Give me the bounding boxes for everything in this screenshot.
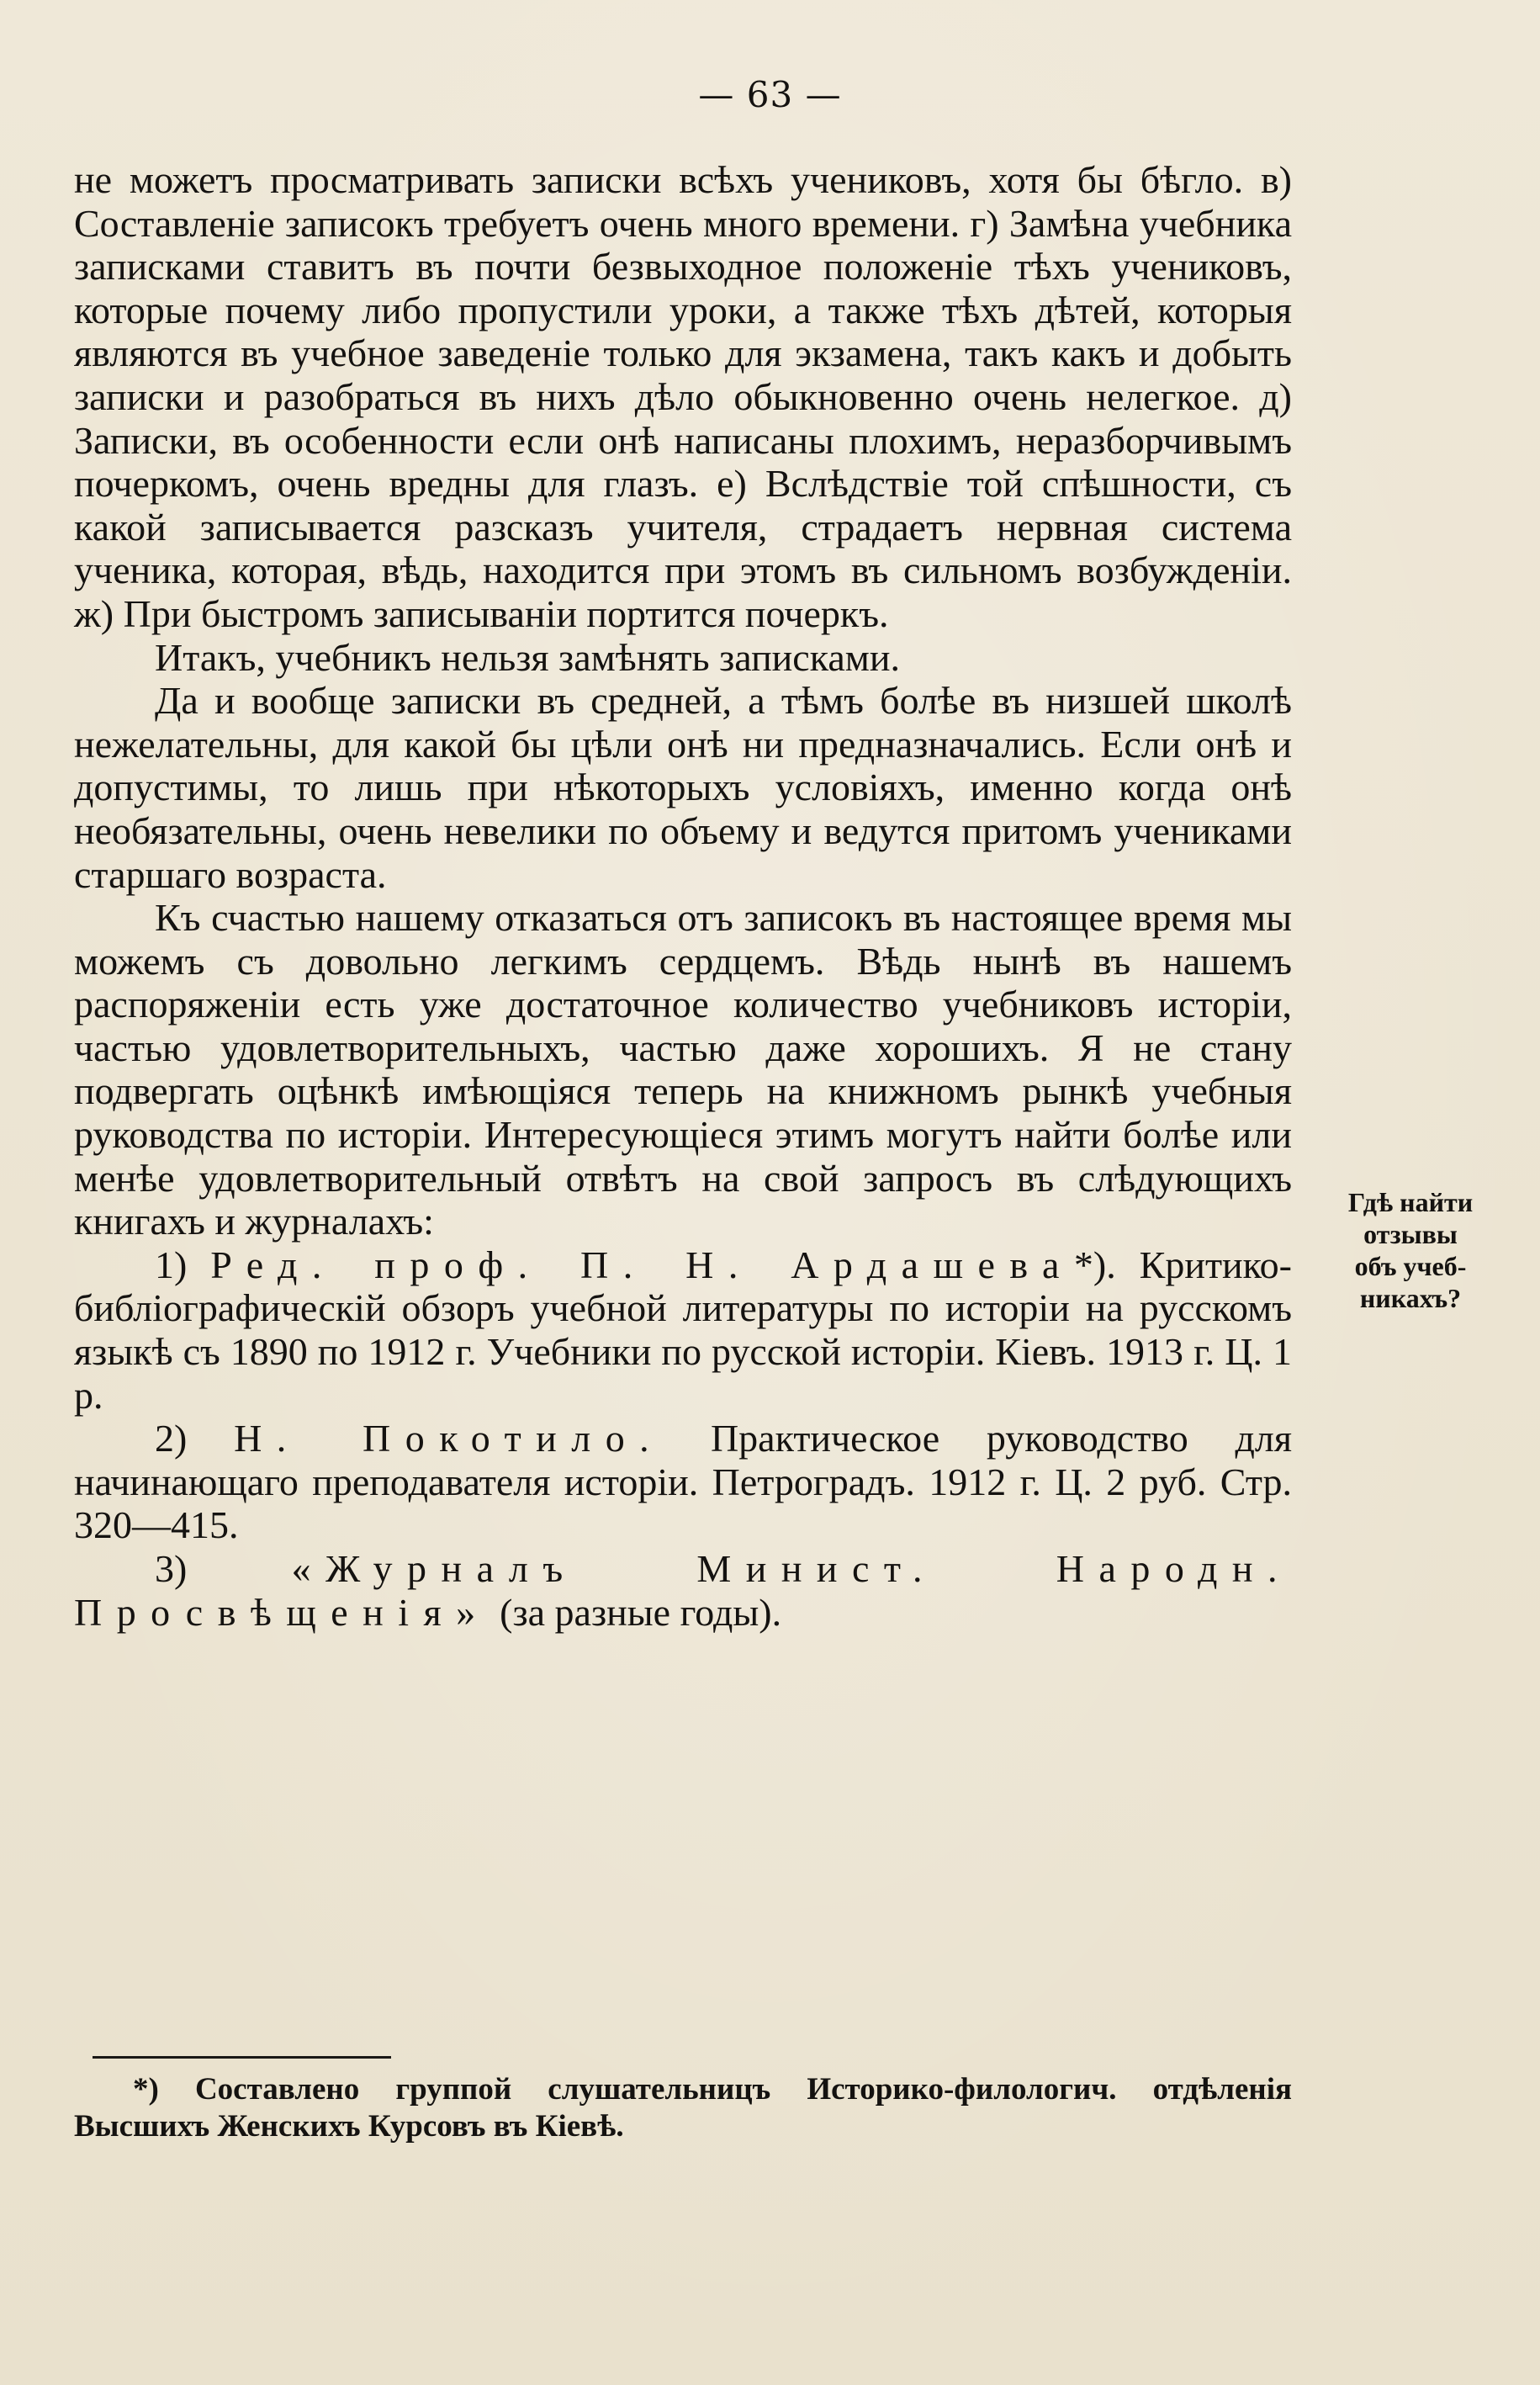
footnote-divider bbox=[93, 2056, 391, 2059]
reference-item-2 bbox=[74, 1417, 1292, 1547]
reference-text: (за разные годы). bbox=[490, 1590, 782, 1634]
page-number: — 63 — bbox=[698, 74, 842, 115]
paragraph: Къ счастью нашему отказаться отъ записокъ въ настоящее время мы можемъ съ довольно легкимъ сердцемъ. Вѣдь нынѣ въ нашемъ распоряженіи есть уже достаточное количество учебниковъ исторіи, частью удовлетворительныхъ, частью даже хорошихъ. Я не стану подвергать оцѣнкѣ имѣющіяся теперь на книжномъ рынкѣ учебныя руководства по исторіи. Интересующіеся этимъ могутъ найти болѣе или менѣе удовлетворительный отвѣтъ на свой запросъ въ слѣдующихъ книгахъ и журналахъ: bbox=[74, 896, 1292, 1243]
footnote-text: *) Составлено группой слушательницъ Историко-филологич. отдѣленія Высшихъ Женскихъ Курсовъ въ Кіевѣ. bbox=[74, 2072, 1292, 2144]
reference-number: 2) bbox=[155, 1417, 188, 1460]
margin-note-line: объ учеб- bbox=[1354, 1251, 1467, 1281]
reference-text: Критико-библіографическій обзоръ учебной литературы по исторіи на русскомъ языкѣ съ 1890 по 1912 г. Учебники по русской исторіи. Кіевъ. 1913 г. Ц. 1 р. bbox=[74, 1243, 1292, 1417]
footnote bbox=[74, 2071, 1292, 2145]
reference-author: Ред. проф. П. Н. Ардашева bbox=[210, 1243, 1074, 1286]
margin-note bbox=[1302, 1186, 1519, 1314]
reference-item-1 bbox=[74, 1243, 1292, 1417]
reference-number: 3) bbox=[155, 1547, 188, 1590]
reference-number: 1) bbox=[155, 1243, 188, 1286]
margin-note-line: Гдѣ найти bbox=[1347, 1187, 1474, 1217]
paragraph: Итакъ, учебникъ нельзя замѣнять записками. bbox=[155, 635, 901, 679]
paragraph: не можетъ просматривать записки всѣхъ учениковъ, хотя бы бѣгло. в) Составленіе записокъ требуетъ очень много времени. г) Замѣна учебника записками ставитъ въ почти безвыходное положеніе тѣхъ учениковъ, которые почему либо пропустили уроки, а также тѣхъ дѣтей, которыя являются въ учебное заведеніе только для экзамена, такъ какъ и добыть записки и разобраться въ нихъ дѣло обыкновенно очень нелегкое. д) Записки, въ особенности если онѣ написаны плохимъ, неразборчивымъ почеркомъ, очень вредны для глазъ. е) Вслѣдствіе той спѣшности, съ какой записывается разсказъ учителя, страдаетъ нервная система ученика, которая, вѣдь, находится при этомъ въ сильномъ возбужденіи. ж) При быстромъ записываніи портится почеркъ. bbox=[74, 158, 1292, 635]
reference-author: «Журналъ Минист. Народн. Просвѣщенія» bbox=[74, 1547, 1292, 1634]
reference-author: Н. Покотило. bbox=[234, 1417, 664, 1460]
paragraph: Да и вообще записки въ средней, а тѣмъ болѣе въ низшей школѣ нежелательны, для какой бы цѣли онѣ ни предназначались. Если онѣ и допустимы, то лишь при нѣкоторыхъ условіяхъ, именно когда онѣ необязательны, очень невелики по объему и ведутся притомъ учениками старшаго возраста. bbox=[74, 679, 1292, 896]
main-text bbox=[74, 158, 1292, 1634]
footnote-mark: *). bbox=[1073, 1243, 1116, 1286]
reference-item-3 bbox=[74, 1547, 1292, 1634]
margin-note-line: никахъ? bbox=[1359, 1283, 1462, 1313]
margin-note-line: отзывы bbox=[1363, 1219, 1458, 1249]
reference-text: Практическое руководство для начинающаго преподавателя исторіи. Петроградъ. 1912 г. Ц. 2 руб. Стр. 320—415. bbox=[74, 1417, 1293, 1547]
